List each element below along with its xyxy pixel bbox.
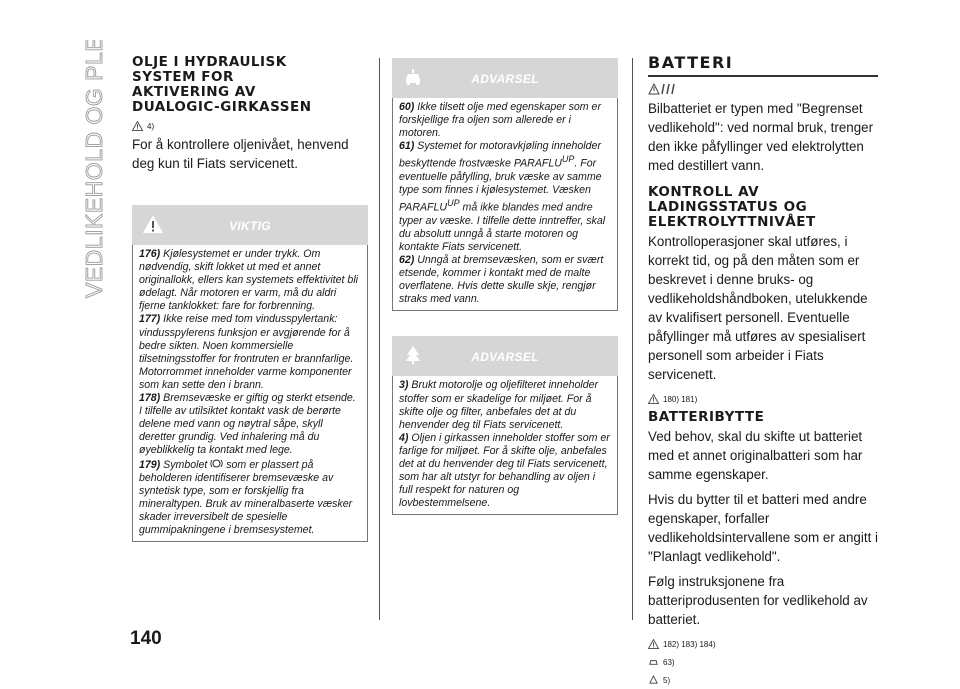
column-oil-hydraulic — [132, 55, 368, 542]
replacement-text-3: Følg instruksjonene fra batteriprodusenten for vedlikehold av batteriet. — [648, 573, 868, 627]
column-warnings — [392, 58, 618, 515]
side-title-text: VEDLIKEHOLD OG PLEIE — [81, 40, 107, 298]
warning-label-2: ADVARSEL — [471, 350, 539, 365]
title-rule — [648, 75, 878, 77]
oil-level-text: For å kontrollere oljenivået, henvend deg kun til Fiats servicenett. — [132, 137, 349, 171]
warning-triangle-icon — [132, 121, 143, 131]
refs-182-184: 182) 183) 184) — [648, 635, 878, 649]
warning-triangle-icon — [648, 639, 659, 649]
note-3: 3) Brukt motorolje og oljefilteret inneholder stoffer som er skadelige for miljøet. For å skifte olje og filter, anbefales det at du henvender deg til Fiats servicenett. — [399, 379, 599, 431]
note-62: 62) Unngå at bremsevæsken, som er svært etsende, kommer i kontakt med de malte overflatene. Hvis dette skulle skje, rengjør straks med vann. — [399, 254, 604, 306]
note-60: 60) Ikke tilsett olje med egenskaper som er forskjellige fra oljen som allerede er i motoren. — [399, 101, 601, 140]
replacement-text-2: Hvis du bytter til et batteri med andre egenskaper, forfaller vedlikeholdsintervallene som er angitt i "Planlagt vedlikehold". — [648, 491, 878, 564]
replacement-text-1: Ved behov, skal du skifte ut batteriet med et annet originalbatteri som har samme egenskaper. — [648, 428, 863, 482]
refs-5: 5) — [648, 671, 878, 685]
warning-label-1: ADVARSEL — [471, 72, 539, 86]
battery-title: BATTERI — [648, 53, 734, 72]
column-battery — [648, 55, 878, 689]
note-177: 177) Ikke reise med tom vindusspylertank: vindusspylerens funksjon er avgjørende for å bedre sikten. Noen kommersielle tilsetningsstoffer for frontruten er brannfarlige. Motorrommet inneholder varme komponenter som kan sette den i brann. — [139, 313, 354, 391]
important-box-header — [132, 205, 368, 245]
important-box-body — [132, 245, 368, 542]
note-176: 176) Kjølesystemet er under trykk. Om nødvendig, skift lokket ut med et annet originallokk, ellers kan systemets effektivitet bli ødelagt. Når motoren er varm, må du aldri fjerne tanklokket: fare for forbrenning. — [139, 248, 359, 313]
battery-maintenance-icon — [648, 81, 678, 97]
brake-fluid-symbol-icon — [210, 458, 223, 469]
environment-icon — [648, 675, 659, 685]
page-number: 140 — [130, 628, 162, 649]
heading-oil-hydraulic: OLJE I HYDRAULISK SYSTEM FOR AKTIVERING AV DUALOGIC-GIRKASSEN — [132, 54, 312, 115]
warning-box-2-header — [392, 336, 618, 376]
note-61: 61) Systemet for motoravkjøling inneholder beskyttende frostvæske $PARAFLU^{UP}$. For eventuelle påfylling, bruk væske av samme type som finnes i kjølesystemet. Væsken $PARAFLU^{UP}$ må ikke blandes med andre typer av væske. I tilfelle dette inntreffer, skal du absolutt unngå å starte motoren og kontakte Fiats servicenett. — [399, 140, 606, 253]
important-label: VIKTIG — [229, 219, 271, 233]
warning-box-2-body — [392, 376, 618, 515]
note-4: 4) Oljen i girkassen inneholder stoffer som er farlige for miljøet. For å skifte olje, anbefales det at du henvender deg til Fiats servicenett, som har alt utstyr for behandling av oljen i full respekt for naturen og lovbestemmelsene. — [399, 431, 610, 510]
warning-triangle-icon — [648, 394, 659, 404]
section-side-title — [80, 40, 110, 300]
warning-box-1-body — [392, 98, 618, 311]
charge-check-text: Kontrolloperasjoner skal utføres, i korrekt tid, og på den måten som er beskrevet i denne bruks- og vedlikeholdshåndboken, utelukkende av kvalifisert personell. Eventuelle påfyllinger må utføres av spesialisert personell som arbeider i Fiats servicenett. — [648, 233, 868, 382]
warning-ref: 4) — [132, 117, 368, 131]
note-179: 179) Symbolet som er plassert på beholderen identifiserer bremsevæske av syntetisk type, som er forskjellig fra mineraltypen. Bruk av mineralbaserte væsker skader irreversibelt de spesielle gummipakningene i bremsesystemet. — [139, 458, 353, 536]
warning-box-1-header — [392, 58, 618, 98]
column-divider-2 — [632, 58, 633, 620]
heading-charge-check: KONTROLL AV LADINGSSTATUS OG ELEKTROLYTTNIVÅET — [648, 183, 816, 230]
note-178: 178) Bremsevæske er giftig og sterkt etsende. I tilfelle av utilsiktet kontakt vask de berørte delene med vann og nøytral såpe, skyll deretter grundig. Ved inhalering må du øyeblikkelig ta kontakt med lege. — [139, 392, 356, 457]
refs-63: 63) — [648, 653, 878, 667]
heading-battery-replacement: BATTERIBYTTE — [648, 408, 765, 425]
column-divider — [379, 58, 380, 620]
car-warning-icon — [648, 657, 659, 667]
refs-180-181: 180) 181) — [648, 390, 878, 404]
battery-intro: Bilbatteriet er typen med "Begrenset vedlikehold": ved normal bruk, trenger den ikke påfyllinger ved elektrolytten med destillert vann. — [648, 100, 874, 173]
